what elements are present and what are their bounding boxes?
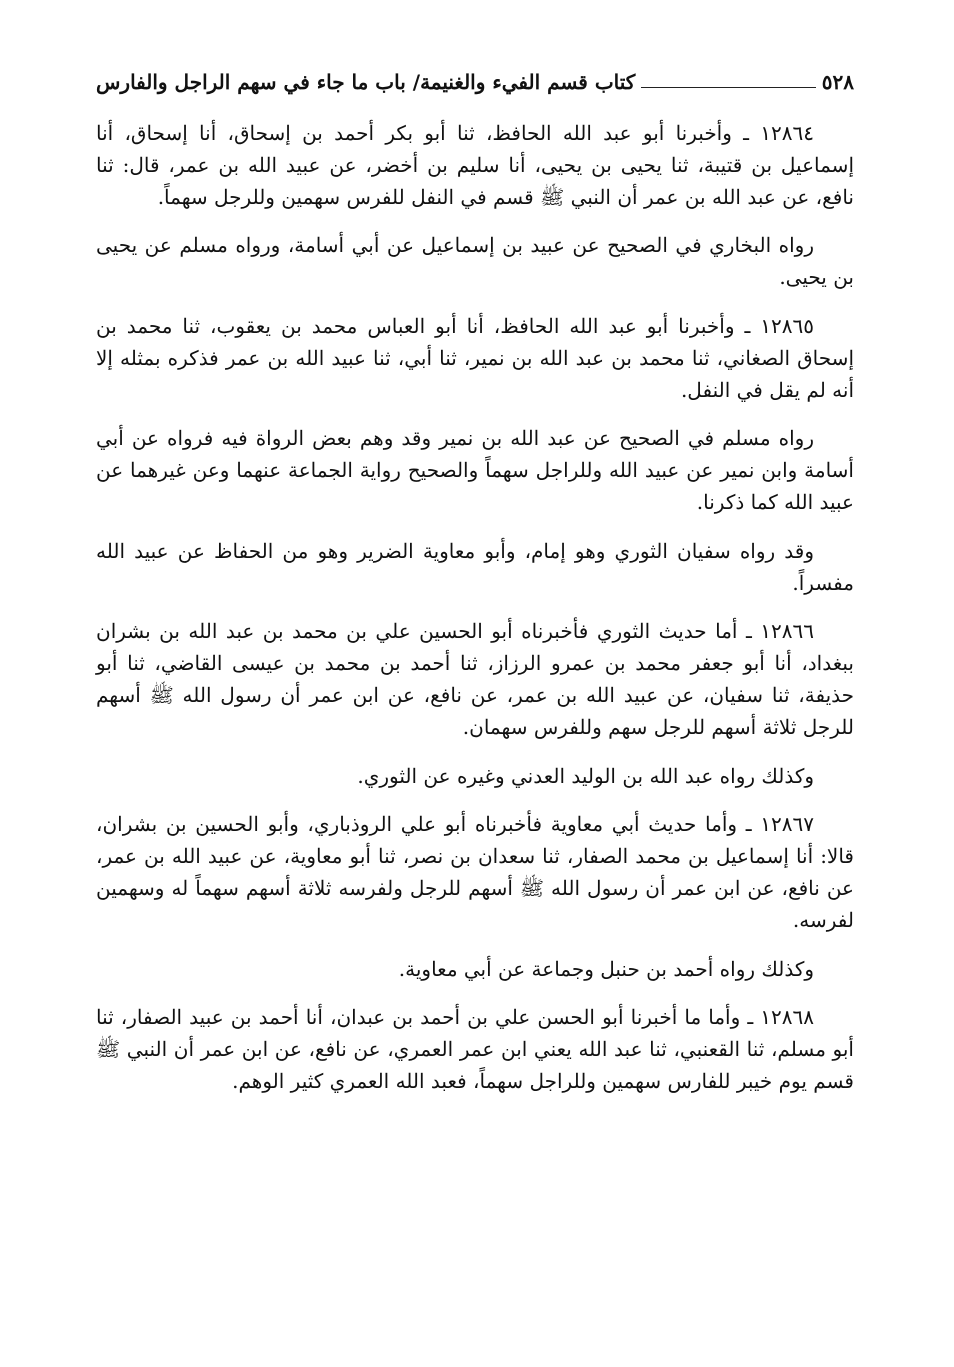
commentary-paragraph: وكذلك رواه أحمد بن حنبل وجماعة عن أبي معاوية. — [398, 956, 814, 981]
hadith-12865: ١٢٨٦٥ ـ وأخبرنا أبو عبد الله الحافظ، أنا أبو العباس محمد بن يعقوب، ثنا محمد بن إسحاق الصغاني، ثنا محمد بن عبد الله بن نمير، ثنا أبي، ثنا عبيد الله بن عمر فذكره بمثله إلا أنه لم يقل في النفل. — [96, 313, 854, 402]
page-number: ٥٢٨ — [821, 70, 854, 94]
header-rule — [641, 87, 815, 88]
body-text — [96, 118, 854, 1098]
page — [96, 62, 854, 1115]
commentary-paragraph: وكذلك رواه عبد الله بن الوليد العدني وغيره عن الثوري. — [357, 763, 814, 788]
hadith-12864: ١٢٨٦٤ ـ وأخبرنا أبو عبد الله الحافظ، ثنا أبو بكر أحمد بن إسحاق، أنا إسحاق، أنا إسماعيل بن قتيبة، ثنا يحيى بن يحيى، أنا سليم بن أخضر، عن عبيد الله بن عمر، قال: ثنا نافع، عن عبد الله بن عمر أن النبي ﷺ قسم في النفل للفرس سهمين وللرجل سهماً. — [96, 121, 854, 209]
hadith-12867: ١٢٨٦٧ ـ وأما حديث أبي معاوية فأخبرناه أبو علي الروذباري، وأبو الحسين بن بشران، قالا: أنا إسماعيل بن محمد الصفار، ثنا سعدان بن نصر، ثنا أبو معاوية، عن عبيد الله بن عمر، عن نافع، عن ابن عمر أن رسول الله ﷺ أسهم للرجل ولفرسه ثلاثة أسهم سهماً له وسهمين لفرسه. — [96, 812, 854, 932]
commentary-paragraph: رواه البخاري في الصحيح عن عبيد بن إسماعيل عن أبي أسامة، ورواه مسلم عن يحيى بن يحيى. — [96, 233, 854, 290]
running-title: كتاب قسم الفيء والغنيمة/ باب ما جاء في سهم الراجل والفارس — [96, 70, 636, 94]
running-header — [96, 62, 854, 102]
commentary-paragraph: رواه مسلم في الصحيح عن عبد الله بن نمير وقد وهم بعض الرواة فيه فرواه عن أبي أسامة وابن نمير عن عبيد الله وللراجل سهماً والصحيح رواية الجماعة عنهما وعن غيرهما عن عبيد الله كما ذكرنا. — [96, 426, 854, 514]
commentary-paragraph: وقد رواه سفيان الثوري وهو إمام، وأبو معاوية الضرير وهو من الحفاظ عن عبيد الله مفسراً. — [96, 538, 854, 595]
hadith-12866: ١٢٨٦٦ ـ أما حديث الثوري فأخبرناه أبو الحسين علي بن محمد بن عبد الله بن بشران ببغداد، أنا أبو جعفر محمد بن عمرو الرزاز، ثنا أحمد بن محمد بن عيسى القاضي، ثنا أبو حذيفة، ثنا سفيان، عن عبيد الله بن عمر، عن نافع، عن ابن عمر أن رسول الله ﷺ أسهم للرجل ثلاثة أسهم للرجل سهم وللفرس سهمان. — [96, 619, 855, 739]
hadith-12868: ١٢٨٦٨ ـ وأما ما أخبرنا أبو الحسن علي بن أحمد بن عبدان، أنا أحمد بن عبيد الصفار، ثنا أبو مسلم، ثنا القعنبي، ثنا عبد الله يعني ابن عمر العمري، عن نافع، عن ابن عمر أن النبي ﷺ قسم يوم خيبر للفارس سهمين وللراجل سهماً، فعبد الله العمري كثير الوهم. — [96, 1005, 854, 1093]
